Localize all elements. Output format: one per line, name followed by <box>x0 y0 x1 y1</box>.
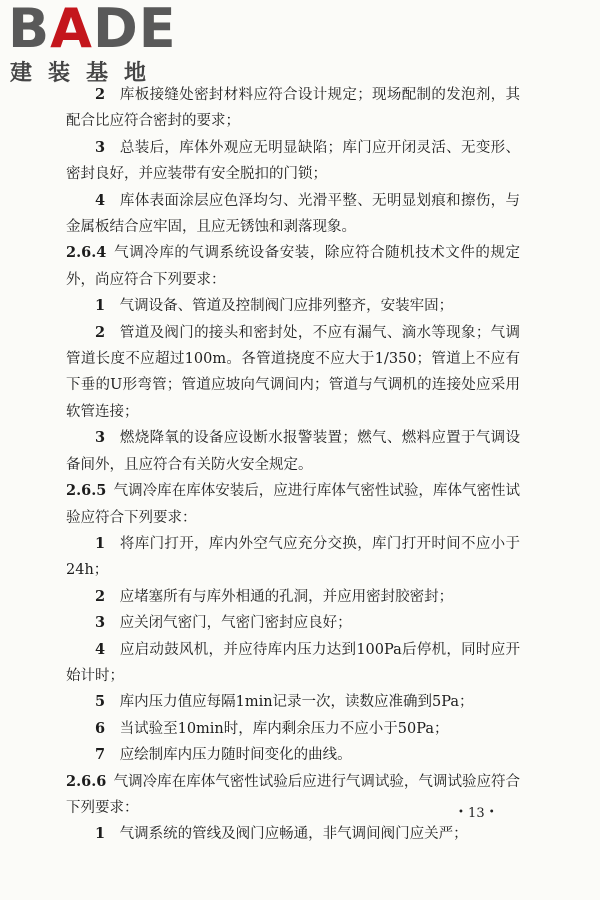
logo-letter-b: B <box>8 0 51 60</box>
paragraph-text: 应堵塞所有与库外相通的孔洞，并应用密封胶密封； <box>119 588 454 605</box>
item-number: 2 <box>95 86 106 103</box>
paragraph-text: 应绘制库内压力随时间变化的曲线。 <box>119 747 352 764</box>
item-number: 3 <box>95 429 106 447</box>
clause-number: 2.6.4 <box>66 244 107 262</box>
paragraph-text: 库内压力值应每隔1min记录一次，读数应准确到5Pa； <box>119 694 474 711</box>
paragraph-text: 气调冷库在库体安装后，应进行库体气密性试验，库体气密性试验应符合下列要求： <box>66 483 520 526</box>
logo-subtitle: 建装基地 <box>10 61 163 86</box>
clause-paragraph <box>66 769 520 822</box>
list-item-paragraph <box>66 716 520 742</box>
clause-number: 2.6.5 <box>66 482 107 500</box>
paragraph-text: 库体表面涂层应色泽均匀、光滑平整、无明显划痕和擦伤，与金属板结合应牢固，且应无锈蚀和剥落现象。 <box>66 192 520 236</box>
paragraph-text: 当试验至10min时，库内剩余压力不应小于50Pa； <box>119 720 449 737</box>
list-item-paragraph <box>66 610 520 636</box>
paragraph-text: 气调冷库的气调系统设备安装，除应符合随机技术文件的规定外，尚应符合下列要求： <box>66 245 520 288</box>
page-number-value: 13 <box>468 806 485 821</box>
list-item-paragraph <box>66 821 520 847</box>
item-number: 4 <box>95 640 106 658</box>
list-item-paragraph <box>66 135 520 188</box>
item-number: 7 <box>95 746 106 764</box>
paragraph-text: 库板接缝处密封材料应符合设计规定；现场配制的发泡剂，其配合比应符合密封的要求； <box>66 87 520 130</box>
list-item-paragraph <box>66 188 520 241</box>
item-number: 5 <box>95 693 106 711</box>
list-item-paragraph <box>66 637 520 690</box>
list-item-paragraph <box>66 584 520 610</box>
paragraph-text: 管道及阀门的接头和密封处，不应有漏气、滴水等现象；气调管道长度不应超过100m。各管道挠度不应大于1/350；管道上不应有下垂的U形弯管；管道应坡向气调间内；管道与气调机的连接处应采用软管连接； <box>66 324 520 420</box>
item-number: 1 <box>95 534 106 552</box>
paragraph-text: 气调系统的管线及阀门应畅通，非气调间阀门应关严； <box>119 826 468 843</box>
paragraph-text: 总装后，库体外观应无明显缺陷；库门应开闭灵活、无变形、密封良好，并应装带有安全脱扣的门锁； <box>66 139 520 183</box>
page-number: • 13 • <box>458 806 495 821</box>
clause-paragraph <box>66 478 520 531</box>
item-number: 1 <box>95 825 106 843</box>
watermark-logo <box>6 2 176 92</box>
logo-wordmark <box>8 0 177 60</box>
list-item-paragraph <box>66 689 520 715</box>
paragraph-text: 燃烧降氧的设备应设断水报警装置；燃气、燃料应置于气调设备间外，且应符合有关防火安全规定。 <box>66 430 520 473</box>
clause-number: 2.6.6 <box>66 772 107 790</box>
logo-letter-a: A <box>50 0 93 60</box>
list-item-paragraph <box>66 320 520 426</box>
paragraph-text: 应启动鼓风机，并应待库内压力达到100Pa后停机，同时应开始计时； <box>66 641 520 684</box>
paragraph-text: 应关闭气密门，气密门密封应良好； <box>119 615 352 632</box>
item-number: 3 <box>95 614 106 632</box>
item-number: 2 <box>95 587 106 605</box>
clause-paragraph <box>66 240 520 293</box>
item-number: 3 <box>95 138 106 156</box>
item-number: 1 <box>95 297 106 315</box>
paragraph-text: 气调设备、管道及控制阀门应排列整齐，安装牢固； <box>119 298 454 315</box>
list-item-paragraph <box>66 82 520 135</box>
logo-letters-de: DE <box>92 0 177 60</box>
list-item-paragraph <box>66 531 520 584</box>
item-number: 6 <box>95 719 106 737</box>
document-body <box>66 82 520 848</box>
paragraph-text: 将库门打开，库内外空气应充分交换，库门打开时间不应小于24h； <box>66 535 520 579</box>
list-item-paragraph <box>66 742 520 768</box>
item-number: 4 <box>95 191 106 209</box>
item-number: 2 <box>95 323 106 341</box>
list-item-paragraph <box>66 425 520 478</box>
list-item-paragraph <box>66 293 520 319</box>
paragraph-text: 气调冷库在库体气密性试验后应进行气调试验，气调试验应符合下列要求： <box>66 773 520 816</box>
